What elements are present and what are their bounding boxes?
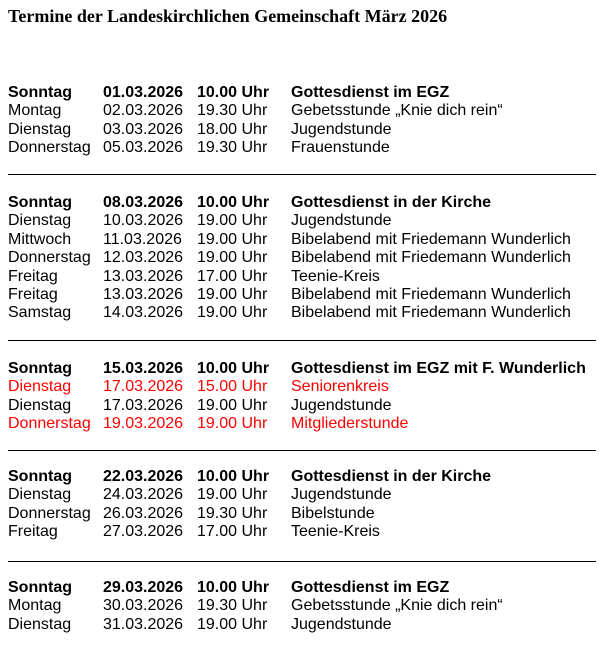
- event-date: 17.03.2026: [103, 396, 184, 414]
- event-row: [8, 597, 598, 615]
- event-row: [8, 468, 598, 486]
- event-day: Freitag: [8, 267, 58, 285]
- event-time: 19.00 Uhr: [197, 415, 268, 433]
- event-title: Bibelstunde: [291, 504, 375, 522]
- event-date: 01.03.2026: [103, 84, 184, 101]
- event-title: Bibelabend mit Friedemann Wunderlich: [291, 230, 571, 248]
- event-time: 10.00 Uhr: [197, 360, 270, 377]
- event-title: Gottesdienst in der Kirche: [291, 194, 492, 211]
- event-date: 24.03.2026: [103, 486, 184, 504]
- event-row: [8, 579, 598, 597]
- event-day: Sonntag: [8, 194, 72, 211]
- event-time: 10.00 Uhr: [197, 84, 270, 101]
- event-row: [8, 139, 598, 157]
- event-row: [8, 249, 598, 267]
- event-date: 13.03.2026: [103, 267, 184, 285]
- event-row: [8, 397, 598, 415]
- event-date: 30.03.2026: [103, 597, 184, 615]
- week-divider: [8, 174, 596, 175]
- event-row: [8, 212, 598, 230]
- event-date: 12.03.2026: [103, 249, 184, 267]
- week-block: [8, 84, 598, 158]
- event-day: Samstag: [8, 304, 72, 322]
- event-row: [8, 84, 598, 102]
- event-day: Dienstag: [8, 378, 72, 396]
- event-title: Bibelabend mit Friedemann Wunderlich: [291, 285, 571, 303]
- event-row: [8, 194, 598, 212]
- event-row: [8, 523, 598, 541]
- event-time: 10.00 Uhr: [197, 468, 270, 485]
- event-date: 13.03.2026: [103, 285, 184, 303]
- event-title: Gebetsstunde „Knie dich rein“: [291, 102, 503, 120]
- event-time: 17.00 Uhr: [197, 267, 268, 285]
- event-row: [8, 268, 598, 286]
- event-time: 15.00 Uhr: [197, 378, 268, 396]
- event-day: Dienstag: [8, 120, 72, 138]
- event-date: 11.03.2026: [103, 230, 182, 248]
- event-date: 29.03.2026: [103, 579, 184, 596]
- event-day: Dienstag: [8, 212, 72, 230]
- week-divider: [8, 561, 596, 562]
- event-time: 10.00 Uhr: [197, 194, 270, 211]
- event-row: [8, 486, 598, 504]
- event-day: Donnerstag: [8, 249, 91, 267]
- event-day: Donnerstag: [8, 504, 91, 522]
- week-divider: [8, 450, 596, 451]
- event-time: 19.30 Uhr: [197, 102, 268, 120]
- event-title: Jugendstunde: [291, 615, 392, 633]
- event-date: 31.03.2026: [103, 615, 184, 633]
- event-date: 27.03.2026: [103, 523, 184, 541]
- event-title: Jugendstunde: [291, 396, 392, 414]
- event-title: Gottesdienst in der Kirche: [291, 468, 492, 485]
- event-row: [8, 616, 598, 634]
- event-row: [8, 378, 598, 396]
- event-time: 19.00 Uhr: [197, 304, 268, 322]
- week-block: [8, 579, 598, 634]
- event-day: Sonntag: [8, 84, 72, 101]
- event-day: Montag: [8, 102, 62, 120]
- event-title: Teenie-Kreis: [291, 267, 380, 285]
- event-title: Mitgliederstunde: [291, 415, 409, 433]
- event-row: [8, 304, 598, 322]
- event-day: Sonntag: [8, 579, 72, 596]
- event-title: Seniorenkreis: [291, 378, 389, 396]
- event-title: Bibelabend mit Friedemann Wunderlich: [291, 249, 571, 267]
- event-day: Dienstag: [8, 396, 72, 414]
- event-row: [8, 360, 598, 378]
- event-title: Gebetsstunde „Knie dich rein“: [291, 597, 503, 615]
- event-day: Sonntag: [8, 468, 72, 485]
- event-day: Mittwoch: [8, 230, 72, 248]
- event-day: Sonntag: [8, 360, 72, 377]
- event-date: 22.03.2026: [103, 468, 184, 485]
- event-time: 19.30 Uhr: [197, 597, 268, 615]
- event-time: 10.00 Uhr: [197, 579, 270, 596]
- event-time: 19.00 Uhr: [197, 249, 268, 267]
- event-date: 05.03.2026: [103, 139, 184, 157]
- event-title: Gottesdienst im EGZ mit F. Wunderlich: [291, 360, 586, 377]
- event-date: 26.03.2026: [103, 504, 184, 522]
- page-title: Termine der Landeskirchlichen Gemeinschaft März 2026: [8, 6, 448, 26]
- event-row: [8, 231, 598, 249]
- event-title: Gottesdienst im EGZ: [291, 84, 450, 101]
- event-row: [8, 121, 598, 139]
- event-title: Gottesdienst im EGZ: [291, 579, 450, 596]
- event-date: 03.03.2026: [103, 120, 184, 138]
- week-block: [8, 468, 598, 542]
- event-title: Bibelabend mit Friedemann Wunderlich: [291, 304, 571, 322]
- event-date: 15.03.2026: [103, 360, 184, 377]
- event-row: [8, 415, 598, 433]
- event-row: [8, 102, 598, 120]
- event-day: Dienstag: [8, 615, 72, 633]
- event-day: Donnerstag: [8, 415, 91, 433]
- event-date: 19.03.2026: [103, 415, 184, 433]
- event-time: 19.30 Uhr: [197, 139, 268, 157]
- event-time: 19.00 Uhr: [197, 212, 268, 230]
- event-row: [8, 505, 598, 523]
- event-title: Teenie-Kreis: [291, 523, 380, 541]
- event-day: Montag: [8, 597, 62, 615]
- event-day: Freitag: [8, 285, 58, 303]
- week-block: [8, 360, 598, 434]
- event-time: 17.00 Uhr: [197, 523, 268, 541]
- event-date: 14.03.2026: [103, 304, 184, 322]
- event-date: 02.03.2026: [103, 102, 184, 120]
- event-title: Jugendstunde: [291, 486, 392, 504]
- event-day: Dienstag: [8, 486, 72, 504]
- event-time: 19.00 Uhr: [197, 486, 268, 504]
- event-day: Donnerstag: [8, 139, 91, 157]
- event-title: Jugendstunde: [291, 212, 392, 230]
- event-row: [8, 286, 598, 304]
- event-time: 19.00 Uhr: [197, 396, 268, 414]
- event-time: 19.00 Uhr: [197, 615, 268, 633]
- event-date: 17.03.2026: [103, 378, 184, 396]
- event-title: Frauenstunde: [291, 139, 390, 157]
- event-time: 18.00 Uhr: [197, 120, 268, 138]
- event-date: 08.03.2026: [103, 194, 184, 211]
- event-date: 10.03.2026: [103, 212, 184, 230]
- event-day: Freitag: [8, 523, 58, 541]
- week-divider: [8, 340, 596, 341]
- event-title: Jugendstunde: [291, 120, 392, 138]
- week-block: [8, 194, 598, 323]
- event-time: 19.00 Uhr: [197, 285, 268, 303]
- event-time: 19.00 Uhr: [197, 230, 268, 248]
- event-time: 19.30 Uhr: [197, 504, 268, 522]
